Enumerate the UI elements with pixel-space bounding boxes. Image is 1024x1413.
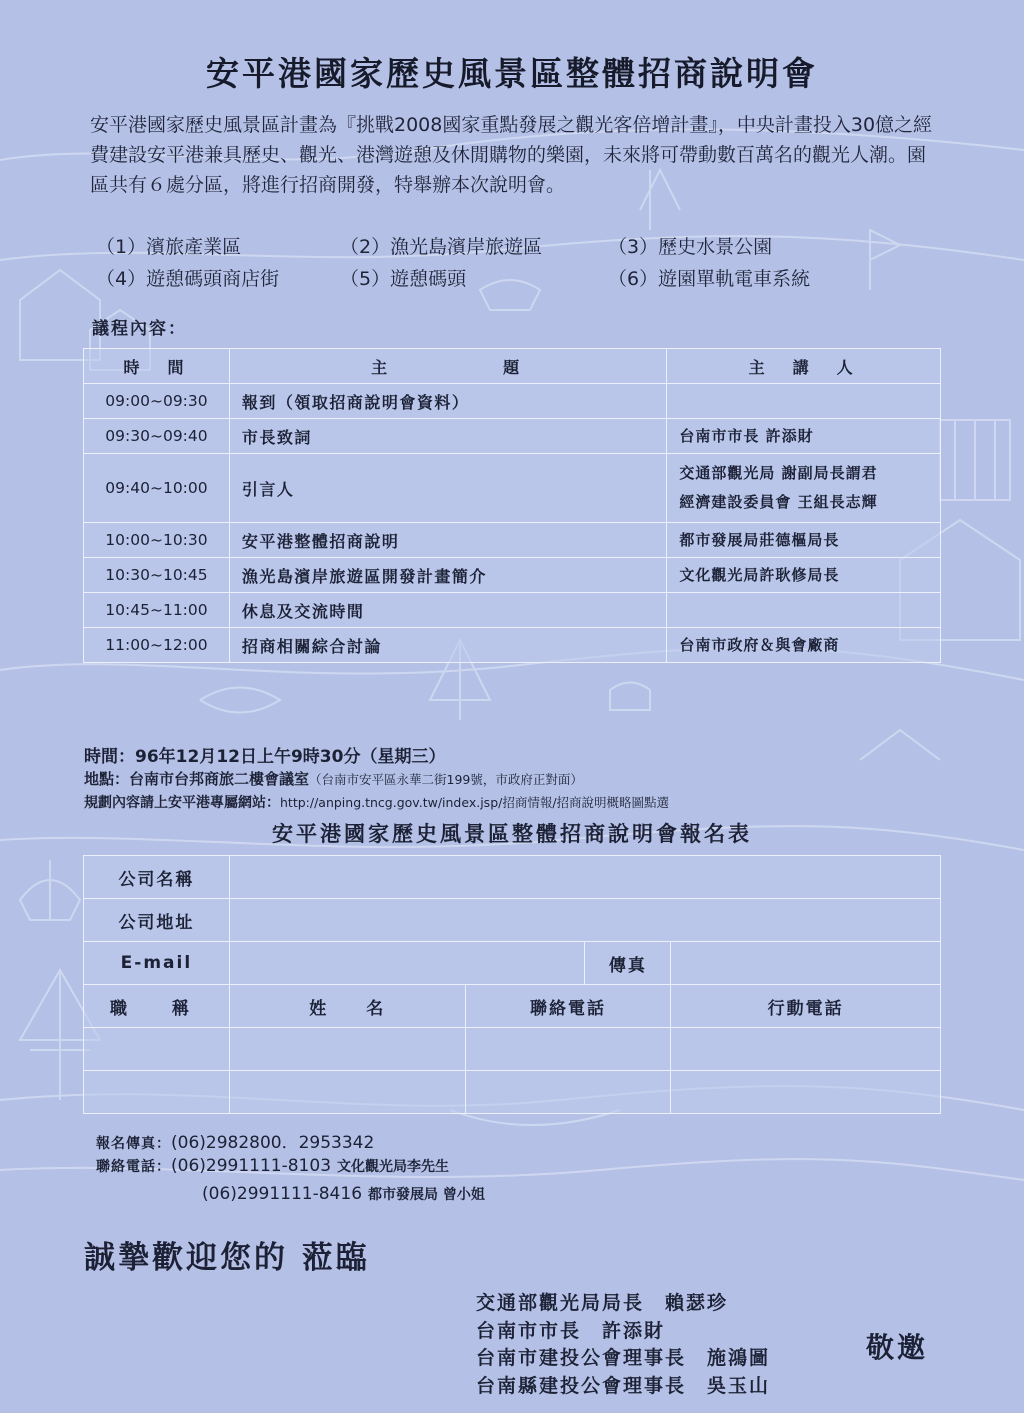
agenda-topic: 安平港整體招商說明 xyxy=(229,523,666,558)
agenda-speaker xyxy=(667,384,941,419)
mobile-phone-header: 行動電話 xyxy=(671,985,941,1028)
job-title-field[interactable] xyxy=(84,1028,230,1071)
registration-title: 安平港國家歷史風景區整體招商說明會報名表 xyxy=(272,822,752,846)
agenda-topic: 招商相關綜合討論 xyxy=(229,628,666,663)
speaker-name: 經濟建設委員會 王組長志輝 xyxy=(679,493,878,511)
phone-line-value: (06)2991111-8416 xyxy=(202,1184,363,1204)
agenda-speaker xyxy=(667,523,941,558)
fax-line-label: 報名傳真： xyxy=(96,1136,171,1152)
agenda-row xyxy=(84,384,941,419)
agenda-header-speaker: 主 講 人 xyxy=(667,349,941,384)
agenda-row xyxy=(84,628,941,663)
page-title: 安平港國家歷史風景區整體招商說明會 xyxy=(206,54,818,93)
speaker-name: 文化觀光局許耿修局長 xyxy=(679,565,840,584)
company-name-label: 公司名稱 xyxy=(84,856,230,899)
agenda-time: 09:30~09:40 xyxy=(84,419,230,454)
agenda-header-time: 時 間 xyxy=(84,349,230,384)
respect-closing: 敬邀 xyxy=(866,1331,929,1364)
phone-line xyxy=(96,1184,485,1212)
agenda-time: 11:00~12:00 xyxy=(84,628,230,663)
phone-line-value: (06)2991111-8103 xyxy=(171,1156,332,1176)
zone-item: （4）遊憩碼頭商店街 xyxy=(96,268,280,290)
form-row-company-address xyxy=(84,899,941,942)
fax-line xyxy=(96,1128,485,1156)
name-header: 姓 名 xyxy=(229,985,465,1028)
website-prefix: 規劃內容請上安平港專屬網站： xyxy=(84,795,280,811)
agenda-row xyxy=(84,558,941,593)
website-link[interactable]: http://anping.tncg.gov.tw/index.jsp/招商情報/招商說明概略圖點選 xyxy=(280,795,670,810)
mobile-phone-field[interactable] xyxy=(671,1071,941,1114)
event-place-name: 地點：台南市台邦商旅二樓會議室 xyxy=(84,770,310,788)
agenda-row xyxy=(84,523,941,558)
agenda-row xyxy=(84,454,941,523)
agenda-row xyxy=(84,593,941,628)
agenda-topic: 報到（領取招商說明會資料） xyxy=(229,384,666,419)
welcome-text: 誠摯歡迎您的 蒞臨 xyxy=(84,1240,370,1276)
signer: 交通部觀光局局長 賴瑟珍 xyxy=(476,1292,729,1314)
event-info xyxy=(84,742,964,816)
speaker-name: 台南市市長 許添財 xyxy=(679,426,814,445)
form-header-row xyxy=(84,985,941,1028)
phone-line-contact: 都市發展局 曾小姐 xyxy=(368,1187,485,1203)
agenda-speaker xyxy=(667,628,941,663)
signer: 台南市建投公會理事長 施鴻圖 xyxy=(476,1347,771,1369)
agenda-speaker xyxy=(667,558,941,593)
agenda-header-row xyxy=(84,349,941,384)
registration-form xyxy=(83,855,941,1114)
agenda-speaker xyxy=(667,593,941,628)
agenda-topic: 漁光島濱岸旅遊區開發計畫簡介 xyxy=(229,558,666,593)
agenda-time: 09:00~09:30 xyxy=(84,384,230,419)
agenda-topic: 引言人 xyxy=(229,454,666,523)
contact-phone-header: 聯絡電話 xyxy=(465,985,671,1028)
contact-phone-field[interactable] xyxy=(465,1028,671,1071)
intro-paragraph: 安平港國家歷史風景區計畫為『挑戰2008國家重點發展之觀光客倍增計畫』，中央計畫投入30億之經費建設安平港兼具歷史、觀光、港灣遊憩及休閒購物的樂園，未來將可帶動數百萬名的觀光人潮。園區共有６處分區，將進行招商開發，特舉辦本次說明會。 xyxy=(90,114,933,196)
speaker-name: 台南市政府＆與會廠商 xyxy=(679,635,840,654)
event-place xyxy=(84,768,964,792)
job-title-field[interactable] xyxy=(84,1071,230,1114)
form-row-email-fax xyxy=(84,942,941,985)
agenda-speaker xyxy=(667,419,941,454)
zone-item: （2）漁光島濱岸旅遊區 xyxy=(340,236,543,258)
agenda-row xyxy=(84,419,941,454)
event-place-note: （台南市安平區永華二街199號，市政府正對面） xyxy=(309,772,583,787)
agenda-time: 10:45~11:00 xyxy=(84,593,230,628)
form-row-company-name xyxy=(84,856,941,899)
contact-phone-field[interactable] xyxy=(465,1071,671,1114)
signer: 台南市市長 許添財 xyxy=(476,1319,666,1342)
agenda-table xyxy=(83,348,941,663)
agenda-time: 10:30~10:45 xyxy=(84,558,230,593)
zone-item: （6）遊園單軌電車系統 xyxy=(608,268,811,290)
signer: 台南縣建投公會理事長 吳玉山 xyxy=(476,1374,771,1397)
agenda-label: 議程內容： xyxy=(92,319,187,339)
email-field[interactable] xyxy=(229,942,585,985)
agenda-speaker xyxy=(667,454,941,523)
agenda-time: 09:40~10:00 xyxy=(84,454,230,523)
name-field[interactable] xyxy=(229,1071,465,1114)
agenda-topic: 休息及交流時間 xyxy=(229,593,666,628)
attendee-row xyxy=(84,1028,941,1071)
fax-line-value: (06)2982800．2953342 xyxy=(171,1133,375,1153)
contact-info xyxy=(96,1128,485,1212)
zone-item: （1）濱旅產業區 xyxy=(96,236,242,258)
speaker-name: 交通部觀光局 謝副局長謂君 xyxy=(679,464,878,482)
signer-list xyxy=(476,1290,770,1400)
job-title-header: 職 稱 xyxy=(84,985,230,1028)
company-name-field[interactable] xyxy=(229,856,940,899)
zone-item: （3）歷史水景公園 xyxy=(608,236,773,258)
mobile-phone-field[interactable] xyxy=(671,1028,941,1071)
zone-item: （5）遊憩碼頭 xyxy=(340,268,467,290)
agenda-header-topic: 主 題 xyxy=(229,349,666,384)
company-address-label: 公司地址 xyxy=(84,899,230,942)
company-address-field[interactable] xyxy=(229,899,940,942)
event-website xyxy=(84,792,964,816)
phone-line-contact: 文化觀光局李先生 xyxy=(337,1159,450,1175)
zone-list xyxy=(96,232,956,294)
phone-line-label: 聯絡電話： xyxy=(96,1159,171,1175)
event-time: 時間：96年12月12日上午9時30分（星期三） xyxy=(84,747,446,767)
name-field[interactable] xyxy=(229,1028,465,1071)
agenda-time: 10:00~10:30 xyxy=(84,523,230,558)
fax-label: 傳真 xyxy=(585,942,671,985)
phone-line xyxy=(96,1156,485,1184)
email-label: E-mail xyxy=(84,942,230,985)
speaker-name: 都市發展局莊德樞局長 xyxy=(679,530,840,549)
fax-field[interactable] xyxy=(671,942,941,985)
agenda-topic: 市長致詞 xyxy=(229,419,666,454)
attendee-row xyxy=(84,1071,941,1114)
